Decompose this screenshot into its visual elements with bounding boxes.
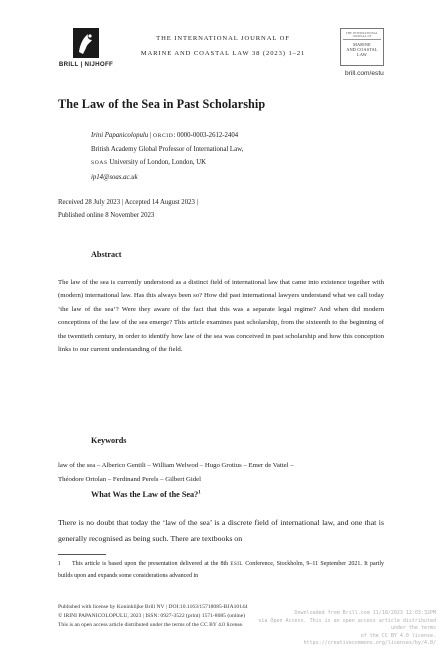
- affiliation-line2: [91, 156, 243, 170]
- affiliation-line1: British Academy Global Professor of International Law,: [91, 146, 244, 154]
- keywords-line2: Théodore Ortolan – Ferdinand Perels – Gilbert Gidel: [58, 476, 202, 483]
- orcid-id[interactable]: : 0000-0003-2612-2404: [173, 132, 239, 139]
- brill-emblem-icon: [73, 28, 99, 58]
- license-block: [58, 603, 248, 630]
- watermark-line3: of the CC BY 4.0 license.: [360, 632, 436, 639]
- footnote-number: 1: [58, 561, 61, 567]
- dates-line2: Published online 8 November 2023: [58, 212, 155, 220]
- license-line2: © IRINI PAPANICOLOPULU, 2023 | ISSN: 0927-3522 (print) 1571-8085 (online): [58, 613, 246, 619]
- abstract-heading: Abstract: [91, 250, 122, 259]
- cover-logo-line1: MARINE: [353, 42, 371, 47]
- section-heading-text: What Was the Law of the Sea?: [91, 490, 199, 499]
- journal-website-link[interactable]: brill.com/estu: [345, 70, 384, 77]
- footnote: [58, 559, 384, 582]
- footnote-text-start: This article is based upon the presentation delivered at the 8th: [72, 561, 231, 567]
- author-block: [91, 129, 243, 184]
- abstract-text: The law of the sea is currently understood as a distinct field of international law that came into existence together with (modern) international law. Has this always been so? How did past international lawyers understand what we call today ‘the law of the sea’? Were they aware of the fact that this was a separate legal regime? And when did modern conceptions of the law of the sea emerge? This article examines past scholarship, from the sixteenth to the beginning of the twentieth century, in order to identify how law of the sea was conceived in past scholarship and how this conception links to our current understanding of the field.: [58, 279, 384, 354]
- affiliation-location: University of London, London, UK: [107, 159, 207, 167]
- cover-logo-line2: AND COASTAL: [346, 47, 378, 52]
- brill-logo: [56, 28, 116, 68]
- journal-title: [128, 31, 318, 61]
- article-title: The Law of the Sea in Past Scholarship: [58, 97, 266, 111]
- section-heading: [91, 490, 201, 499]
- license-line3: This is an open access article distributed under the terms of the CC BY 4.0 license.: [58, 622, 244, 628]
- author-line: Irini Papanicolopulu | ORCID: 0000-0003-2612-2404: [91, 132, 239, 139]
- publisher-name: BRILL | NIJHOFF: [58, 61, 114, 68]
- footnote-ref[interactable]: 1: [198, 490, 201, 496]
- journal-title-line2: MARINE AND COASTAL LAW 38 (2023) 1–21: [140, 50, 306, 57]
- watermark-line1: Downloaded from Brill.com 11/18/2023 12:03:32PM: [294, 610, 436, 616]
- publication-dates: [58, 196, 198, 222]
- dates-line1: Received 28 July 2023 | Accepted 14 August 2023 |: [58, 199, 198, 206]
- download-watermark: [256, 610, 436, 648]
- license-line1: Published with license by Koninklijke Brill NV | DOI:10.1163/15718085-BJA10144: [58, 604, 248, 610]
- journal-title-line1: THE INTERNATIONAL JOURNAL OF: [156, 35, 290, 42]
- affiliation-institution: SOAS: [91, 160, 108, 167]
- author-name: Irini Papanicolopulu: [91, 132, 149, 139]
- cover-logo-top: THE INTERNATIONAL JOURNAL OF: [343, 32, 381, 40]
- footnote-text-end: Conference, Stockholm, 9–11 September 2021. It partly builds upon and expands some considerations advanced in: [58, 561, 385, 579]
- orcid-label: ORCID: [152, 133, 174, 139]
- cover-logo-line3: LAW: [357, 52, 367, 57]
- watermark-line2: via Open Access. This is an open access article distributed under the terms: [258, 617, 436, 631]
- keywords-heading: Keywords: [91, 436, 127, 445]
- keywords-line1: law of the sea – Alberico Gentili – William Welwod – Hugo Grotius – Emer de Vattel –: [58, 462, 294, 469]
- body-paragraph: There is no doubt that today the ‘law of the sea’ is a discrete field of international law, and one that is generally recognised as being such. There are textbooks on: [58, 518, 384, 543]
- footnote-divider: [58, 554, 106, 555]
- journal-cover-logo: [340, 28, 384, 66]
- author-email[interactable]: ip14@soas.ac.uk: [91, 173, 138, 181]
- watermark-line4[interactable]: https://creativecommons.org/licenses/by/4.0/: [303, 640, 436, 646]
- footnote-text-abbrev: ESIL: [230, 562, 243, 567]
